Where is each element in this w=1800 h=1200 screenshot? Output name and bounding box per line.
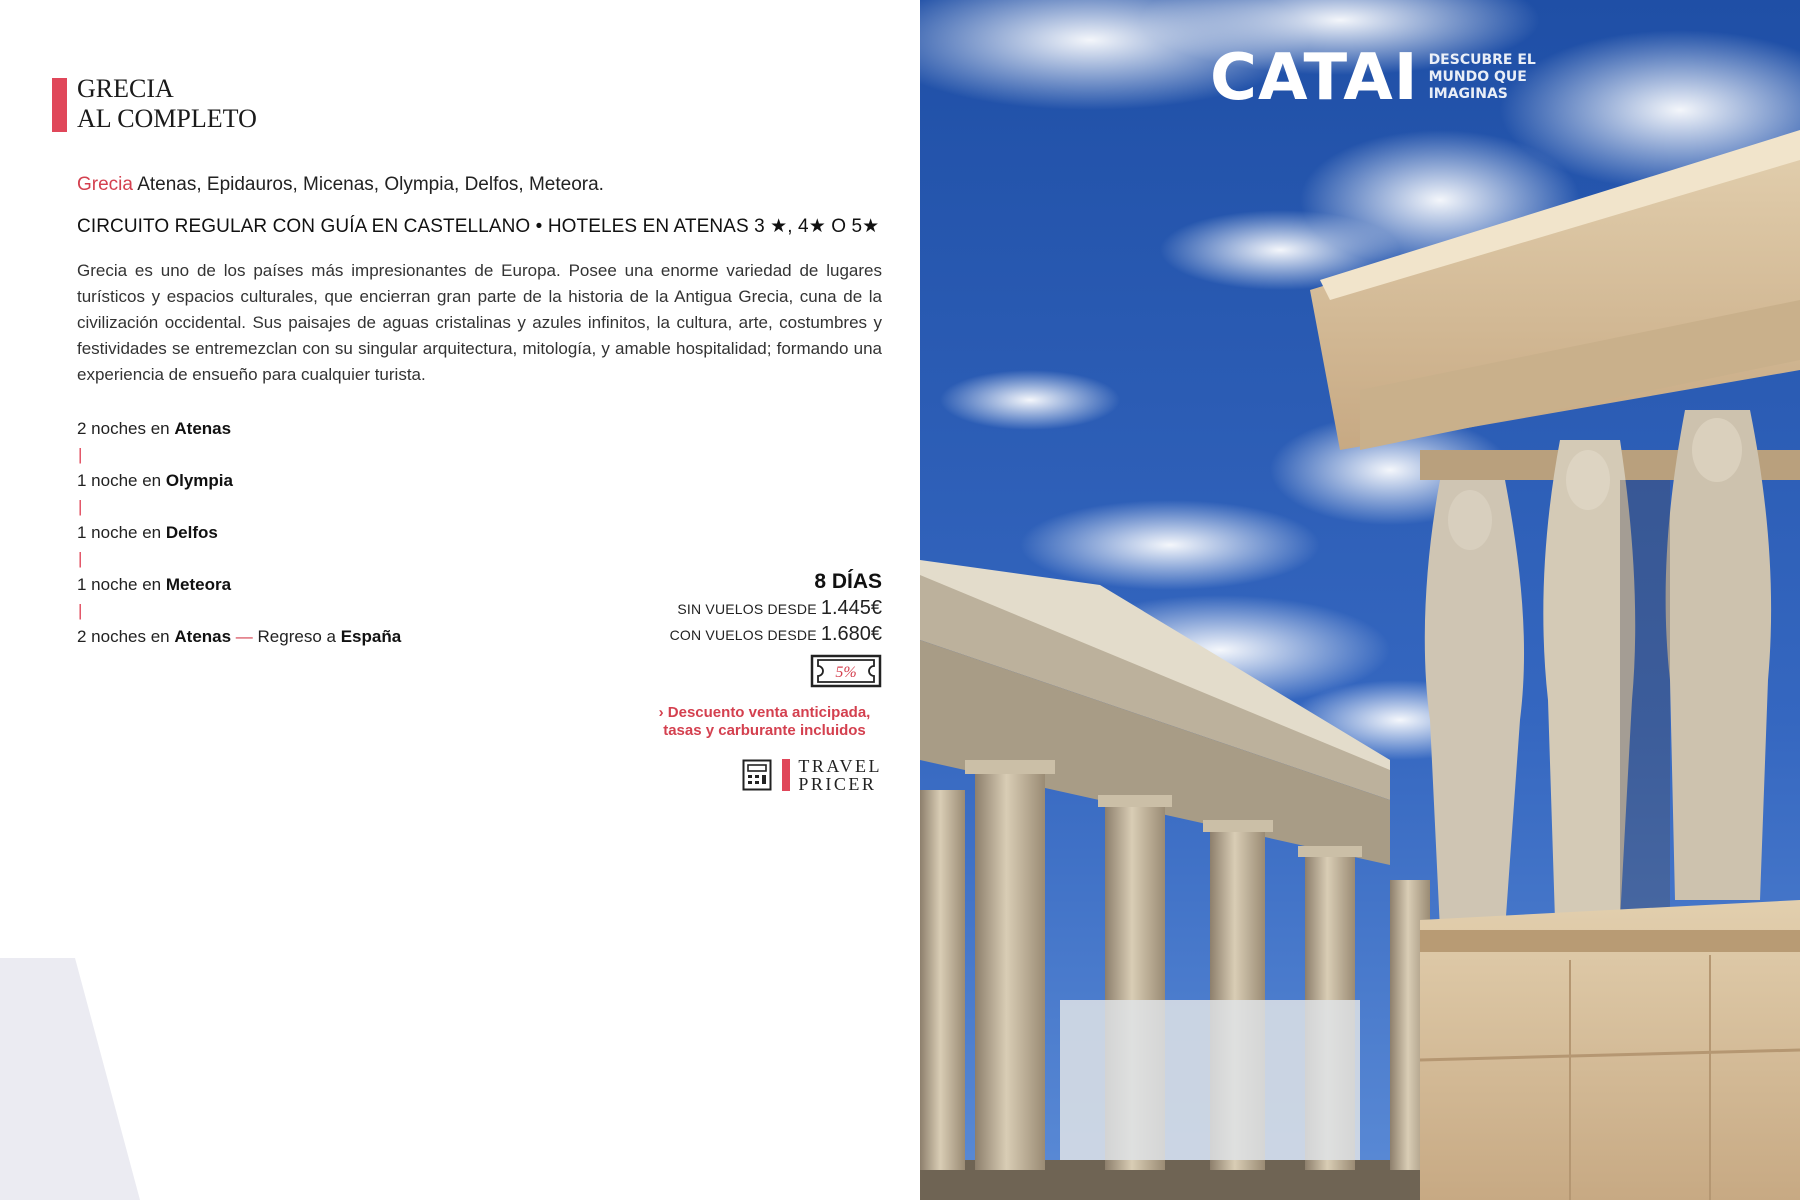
itinerary-separator: | bbox=[78, 445, 83, 464]
catai-logo bbox=[1210, 41, 1536, 115]
title-accent-bar bbox=[52, 78, 67, 132]
itinerary-stop: 1 noche en Meteora bbox=[77, 575, 232, 594]
destinations-country: Grecia bbox=[77, 174, 133, 195]
travel-pricer-accent-bar bbox=[782, 759, 790, 791]
travel-pricer-logo bbox=[742, 757, 882, 793]
price-without-flights: SIN VUELOS DESDE 1.445€ bbox=[677, 597, 882, 619]
title-line-1: GRECIA bbox=[77, 74, 174, 103]
travel-pricer-line-1: TRAVEL bbox=[798, 756, 882, 776]
trip-duration: 8 DÍAS bbox=[814, 570, 882, 593]
discount-note: › Descuento venta anticipada, tasas y carburante incluidos bbox=[658, 704, 871, 739]
title-line-2: AL COMPLETO bbox=[77, 104, 257, 133]
price-block bbox=[582, 570, 882, 740]
itinerary-stop-final: 2 noches en Atenas — Regreso a España bbox=[77, 627, 402, 646]
itinerary-separator: | bbox=[78, 497, 83, 516]
decorative-corner-shape bbox=[0, 958, 140, 1200]
itinerary-separator: | bbox=[78, 601, 83, 620]
travel-pricer-line-2: PRICER bbox=[798, 774, 877, 794]
circuit-info: CIRCUITO REGULAR CON GUÍA EN CASTELLANO • HOTELES EN ATENAS 3 ★, 4★ O 5★ bbox=[77, 216, 880, 237]
destinations-line bbox=[77, 174, 604, 196]
brand-name: CATAI bbox=[1210, 41, 1419, 115]
discount-badge-text: 5% bbox=[835, 664, 857, 681]
price-with-flights: CON VUELOS DESDE 1.680€ bbox=[669, 623, 882, 645]
discount-ticket-icon bbox=[810, 654, 882, 688]
itinerary-stop: 1 noche en Olympia bbox=[77, 471, 233, 490]
page-title bbox=[52, 74, 257, 133]
itinerary-stop: 1 noche en Delfos bbox=[77, 523, 218, 542]
brand-tagline: DESCUBRE EL MUNDO QUE IMAGINAS bbox=[1428, 52, 1536, 102]
trip-description: Grecia es uno de los países más impresionantes de Europa. Posee una enorme variedad de lugares turísticos y espacios culturales, que encierran gran parte de la historia de la Antigua Grecia, cuna de la civilización occidental. Sus paisajes de aguas cristalinas y azules infinitos, la cultura, arte, costumbres y festividades se entremezclan con su singular arquitectura, mitología, y amable hospitalidad; formando una experiencia de ensueño para cualquier turista. bbox=[77, 261, 882, 384]
acropolis-photo bbox=[920, 0, 1800, 1200]
calculator-icon bbox=[742, 759, 772, 791]
itinerary-stop: 2 noches en Atenas bbox=[77, 419, 232, 438]
itinerary bbox=[77, 416, 401, 650]
brochure-right-page bbox=[920, 0, 1800, 1200]
itinerary-separator: | bbox=[78, 549, 83, 568]
destinations-cities: Atenas, Epidauros, Micenas, Olympia, Delfos, Meteora. bbox=[132, 174, 604, 195]
